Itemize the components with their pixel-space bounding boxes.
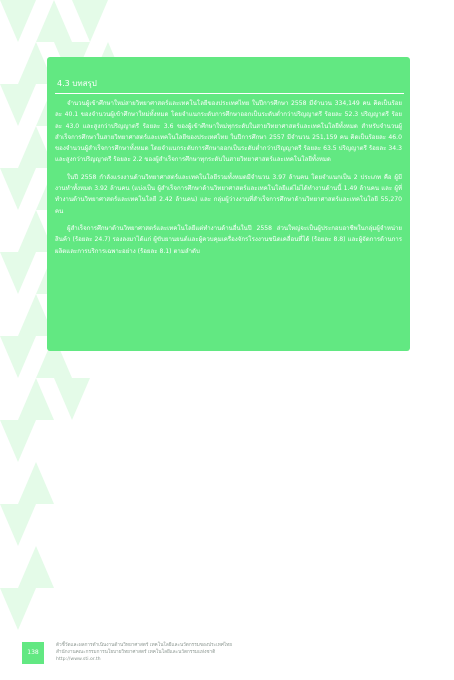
footer-line-agency: สำนักงานคณะกรรมการนโยบายวิทยาศาสตร์ เทคโนโลยีและนวัตกรรมแห่งชาติ <box>56 650 216 655</box>
page-footer <box>22 640 432 670</box>
heading-divider <box>55 93 404 94</box>
paragraph-text: จำนวนผู้เข้าศึกษาใหม่สายวิทยาศาสตร์และเทคโนโลยีของประเทศไทย ในปีการศึกษา 2558 มีจำนวน 334,149 คน คิดเป็นร้อยละ 40.1 ของจำนวนผู้เข้าศึกษาใหม่ทั้งหมด โดยจำแนกระดับการศึกษาออกเป็นระดับต่ำกว่าปริญญาตรี ร้อยละ 52.3 ปริญญาตรี ร้อยละ 43.0 และสูงกว่าปริญญาตรี ร้อยละ 3.6 ของผู้เข้าศึกษาใหม่ทุกระดับในสายวิทยาศาสตร์และเทคโนโลยีทั้งหมด สำหรับจำนวนผู้สำเร็จการศึกษาในสายวิทยาศาสตร์และเทคโนโลยีของประเทศไทย ในปีการศึกษา 2557 มีจำนวน 251,159 คน คิดเป็นร้อยละ 46.0 ของจำนวนผู้สำเร็จการศึกษาทั้งหมด โดยจำแนกระดับการศึกษาออกเป็นระดับต่ำกว่าปริญญาตรี ร้อยละ 63.5 ปริญญาตรี ร้อยละ 34.3 และสูงกว่าปริญญาตรี ร้อยละ 2.2 ของผู้สำเร็จการศึกษาทุกระดับในสายวิทยาศาสตร์และเทคโนโลยีทั้งหมด <box>55 100 402 164</box>
paragraph-text: ในปี 2558 กำลังแรงงานด้านวิทยาศาสตร์และเทคโนโลยีรวมทั้งหมดมีจำนวน 3.97 ล้านคน โดยจำแนกเป็น 2 ประเภท คือ ผู้มีงานทำทั้งหมด 3.92 ล้านคน (แบ่งเป็น ผู้สำเร็จการศึกษาด้านวิทยาศาสตร์และเทคโนโลยีแต่ไม่ได้ทำงานด้านนี้ 1.49 ล้านคน และ ผู้ที่ทำงานด้านวิทยาศาสตร์และเทคโนโลยี 2.42 ล้านคน) และ กลุ่มผู้ว่างงานที่สำเร็จการศึกษาด้านวิทยาศาสตร์และเทคโนโลยี 55,270 คน <box>55 173 402 215</box>
decor-triangle <box>0 504 36 546</box>
decor-triangle <box>54 378 90 420</box>
summary-box <box>47 57 410 351</box>
summary-paragraph-2 <box>55 172 402 217</box>
decor-triangle <box>0 252 36 294</box>
footer-caption <box>56 642 232 663</box>
decor-triangle <box>36 0 72 42</box>
footer-link[interactable]: http://www.sti.or.th <box>56 657 101 662</box>
decor-triangle <box>0 0 36 42</box>
summary-paragraph-1 <box>55 98 402 166</box>
decor-triangle <box>0 336 36 378</box>
decor-triangle <box>18 378 54 420</box>
decor-triangle <box>0 84 36 126</box>
section-heading: 4.3 บทสรุป <box>57 79 97 88</box>
decor-triangle <box>0 588 36 630</box>
page-number: 138 <box>22 642 44 664</box>
paragraph-text: ผู้สำเร็จการศึกษาด้านวิทยาศาสตร์และเทคโนโลยีแต่ทำงานด้านอื่นในปี 2558 ส่วนใหญ่จะเป็นผู้ประกอบอาชีพในกลุ่มผู้จำหน่ายสินค้า (ร้อยละ 24.7) รองลงมาได้แก่ ผู้ขับยานยนต์และผู้ควบคุมเครื่องจักรโรงงานชนิดเคลื่อนที่ได้ (ร้อยละ 8.8) และผู้จัดการด้านการผลิตและการบริการเฉพาะอย่าง (ร้อยละ 8.1) ตามลำดับ <box>55 224 402 255</box>
decor-triangle <box>18 462 54 504</box>
summary-paragraph-3 <box>55 223 402 257</box>
decor-triangle <box>18 546 54 588</box>
footer-line-title: ตัวชี้วัดและผลการดำเนินงานด้านวิทยาศาสตร์ เทคโนโลยีและนวัตกรรมของประเทศไทย <box>56 643 232 648</box>
decor-triangle <box>0 168 36 210</box>
decor-triangle <box>0 420 36 462</box>
decor-triangle <box>72 0 108 42</box>
